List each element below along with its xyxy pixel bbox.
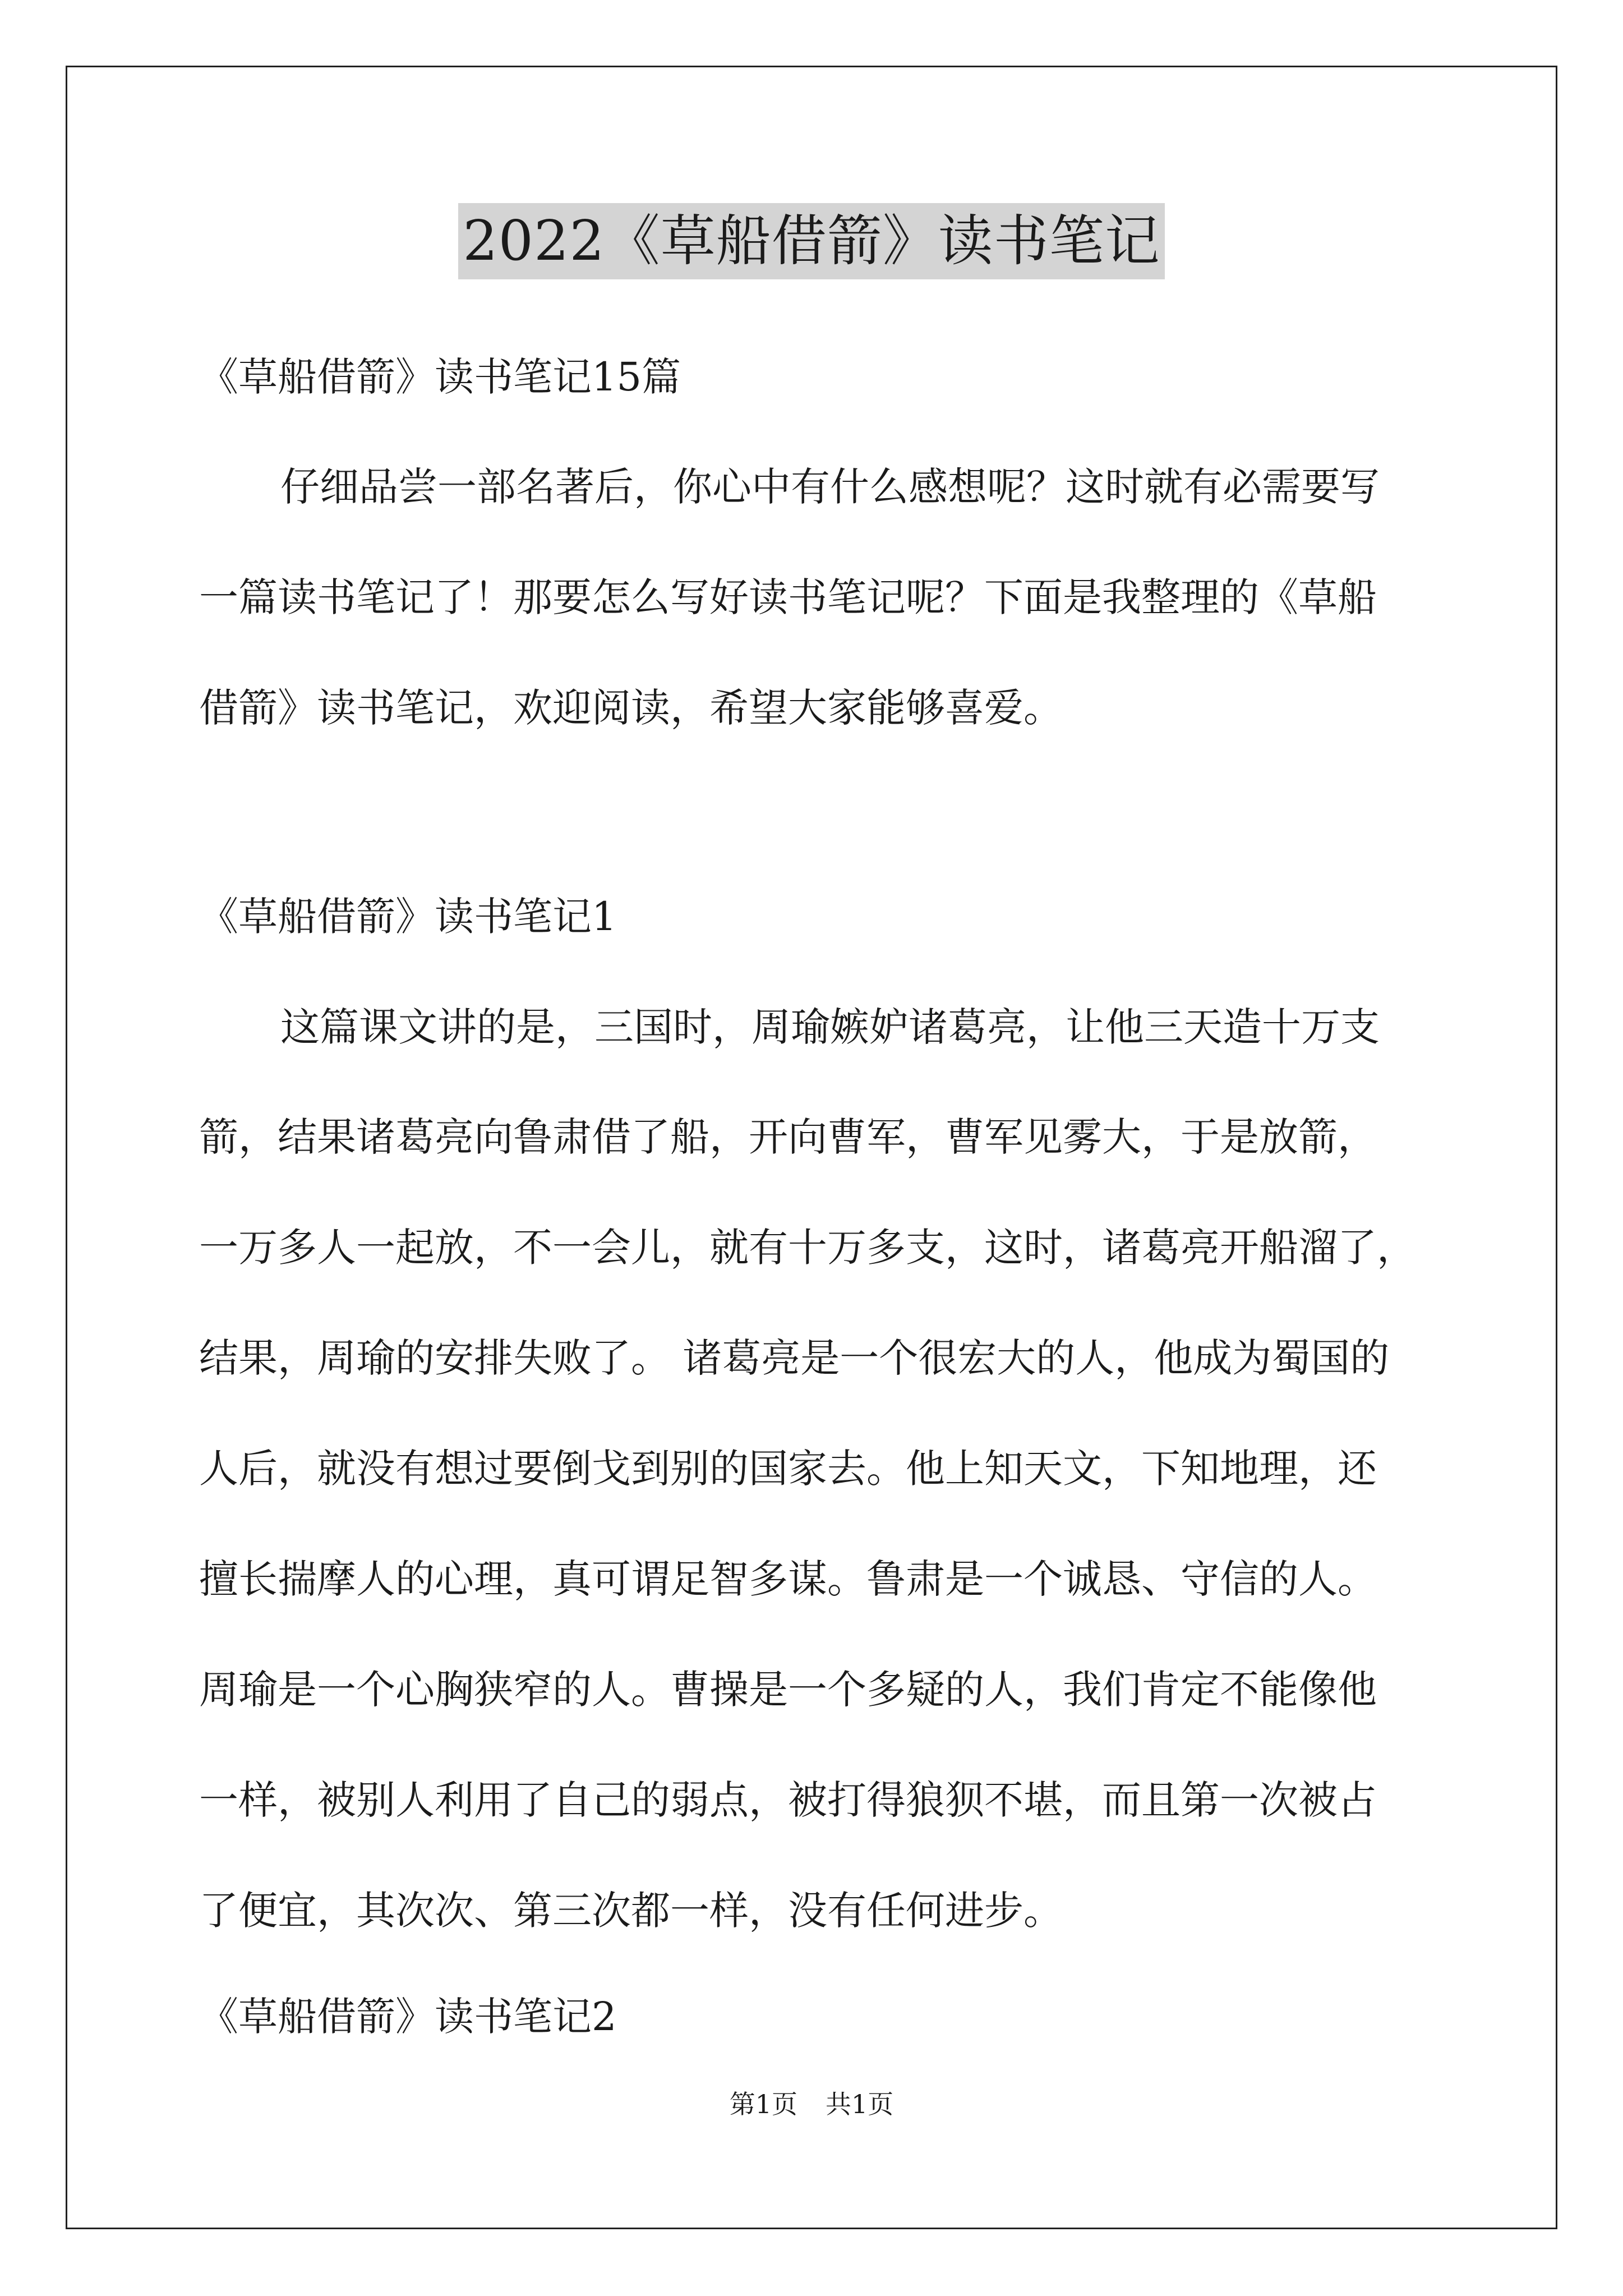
intro-line-3: 借箭》读书笔记，欢迎阅读，希望大家能够喜爱。 — [199, 685, 1063, 731]
section-1-line-8: 一样，被别人利用了自己的弱点，被打得狼狈不堪，而且第一次被占 — [199, 1777, 1377, 1823]
section-1-line-6: 擅长揣摩人的心理，真可谓足智多谋。鲁肃是一个诚恳、守信的人。 — [199, 1556, 1377, 1602]
section-1-line-7: 周瑜是一个心胸狭窄的人。曹操是一个多疑的人，我们肯定不能像他 — [199, 1667, 1377, 1713]
section-2-heading: 《草船借箭》读书笔记2 — [199, 1994, 617, 2040]
page-total: 共1页 — [826, 2089, 894, 2119]
section-1-line-4: 结果，周瑜的安排失败了。 诸葛亮是一个很宏大的人，他成为蜀国的 — [199, 1335, 1390, 1381]
intro-line-2: 一篇读书笔记了！那要怎么写好读书笔记呢？下面是我整理的《草船 — [199, 574, 1377, 620]
section-1-line-5: 人后，就没有想过要倒戈到别的国家去。他上知天文，下知地理，还 — [199, 1446, 1377, 1492]
document-subtitle: 《草船借箭》读书笔记15篇 — [199, 354, 681, 400]
document-title: 2022《草船借箭》读书笔记 — [458, 203, 1164, 279]
intro-line-1: 仔细品尝一部名著后，你心中有什么感想呢？这时就有必需要写 — [280, 464, 1380, 510]
page-footer — [0, 2087, 1623, 2121]
section-1-line-9: 了便宜，其次次、第三次都一样，没有任何进步。 — [199, 1888, 1063, 1934]
section-1-heading: 《草船借箭》读书笔记1 — [199, 894, 617, 940]
section-1-line-3: 一万多人一起放，不一会儿，就有十万多支，这时，诸葛亮开船溜了， — [199, 1225, 1416, 1271]
title-container — [0, 203, 1623, 279]
section-1-line-1: 这篇课文讲的是，三国时，周瑜嫉妒诸葛亮，让他三天造十万支 — [280, 1004, 1380, 1050]
page-number: 第1页 — [729, 2089, 797, 2119]
section-1-line-2: 箭，结果诸葛亮向鲁肃借了船，开向曹军，曹军见雾大，于是放箭， — [199, 1114, 1377, 1160]
